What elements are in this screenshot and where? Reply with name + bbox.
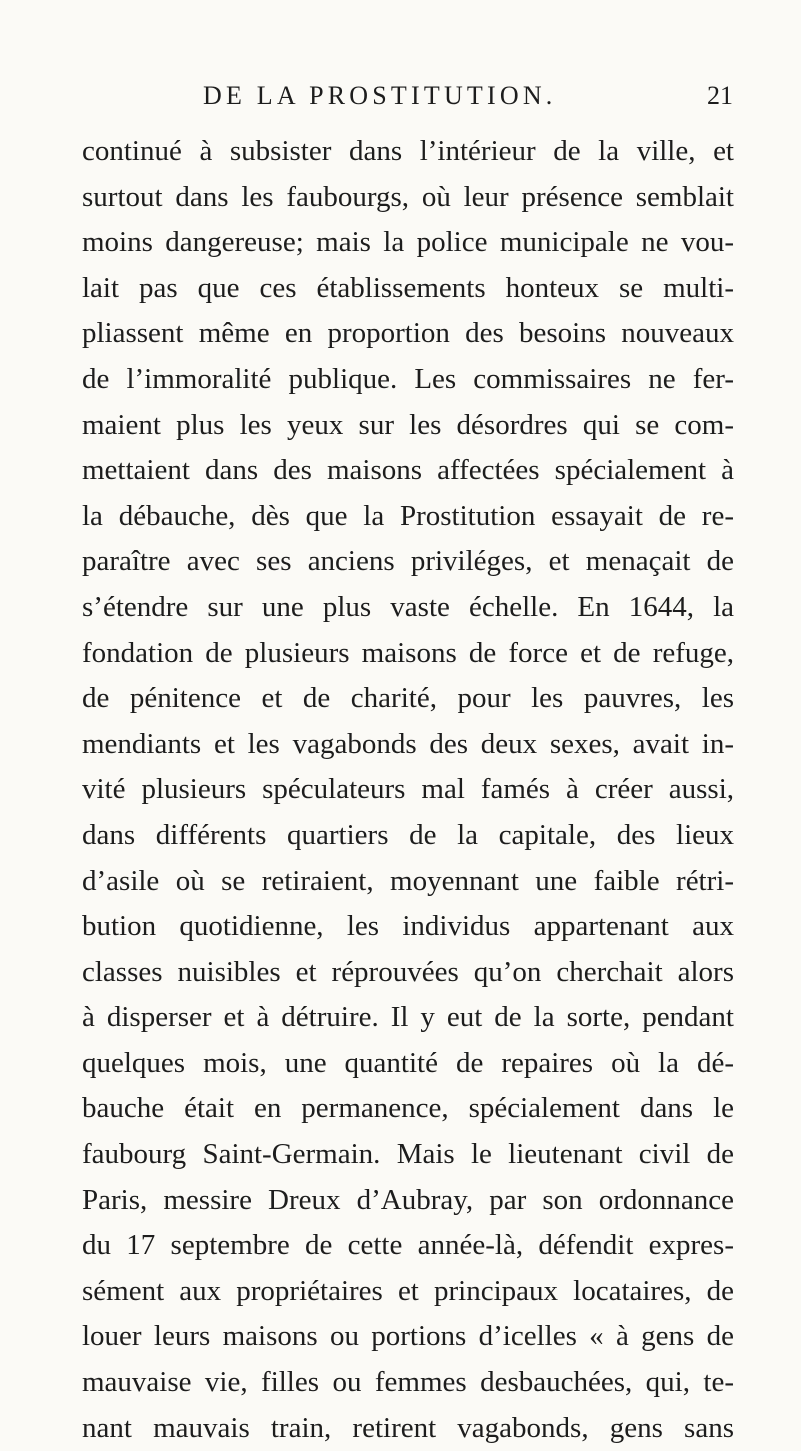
text-line: surtout dans les faubourgs, où leur présence semblait — [82, 180, 734, 213]
text-line: faubourg Saint-Germain. Mais le lieutenant civil de — [82, 1138, 734, 1171]
text-line: sément aux propriétaires et principaux locataires, de — [82, 1274, 734, 1307]
text-line: mauvaise vie, filles ou femmes desbauchées, qui, te- — [82, 1366, 734, 1399]
text-line: moins dangereuse; mais la police municipale ne vou- — [82, 226, 734, 259]
text-line: bution quotidienne, les individus appartenant aux — [82, 910, 734, 943]
running-title: DE LA PROSTITUTION. — [203, 81, 557, 110]
text-line: dans différents quartiers de la capitale, des lieux — [82, 818, 734, 851]
page-number: 21 — [707, 81, 733, 110]
text-line: mendiants et les vagabonds des deux sexes, avait in- — [82, 727, 734, 760]
text-line: s’étendre sur une plus vaste échelle. En 1644, la — [82, 590, 734, 623]
text-line: nant mauvais train, retirent vagabonds, gens sans — [82, 1411, 734, 1444]
text-line: pliassent même en proportion des besoins nouveaux — [82, 317, 734, 350]
body-text — [82, 129, 734, 1451]
text-line: continué à subsister dans l’intérieur de la ville, et — [82, 135, 734, 167]
text-line: de pénitence et de charité, pour les pauvres, les — [82, 682, 734, 715]
text-line: maient plus les yeux sur les désordres qui se com- — [82, 408, 734, 441]
text-line: classes nuisibles et réprouvées qu’on cherchait alors — [82, 955, 734, 988]
text-line: quelques mois, une quantité de repaires où la dé- — [82, 1046, 734, 1079]
text-line: d’asile où se retiraient, moyennant une faible rétri- — [82, 864, 734, 897]
text-line: bauche était en permanence, spécialement dans le — [82, 1092, 734, 1125]
text-line: vité plusieurs spéculateurs mal famés à créer aussi, — [82, 773, 734, 806]
text-line: la débauche, dès que la Prostitution essayait de re- — [82, 499, 734, 532]
text-line: de l’immoralité publique. Les commissaires ne fer- — [82, 362, 734, 395]
text-line: fondation de plusieurs maisons de force et de refuge, — [82, 636, 734, 669]
text-line: louer leurs maisons ou portions d’icelles « à gens de — [82, 1320, 734, 1353]
running-head — [203, 76, 733, 116]
text-line: paraître avec ses anciens priviléges, et menaçait de — [82, 545, 734, 578]
text-line: lait pas que ces établissements honteux se multi- — [82, 271, 734, 304]
text-line: Paris, messire Dreux d’Aubray, par son ordonnance — [82, 1183, 734, 1216]
text-line: à disperser et à détruire. Il y eut de la sorte, pendant — [82, 1001, 734, 1034]
text-line: du 17 septembre de cette année-là, défendit expres- — [82, 1229, 734, 1262]
text-line: mettaient dans des maisons affectées spécialement à — [82, 454, 734, 487]
